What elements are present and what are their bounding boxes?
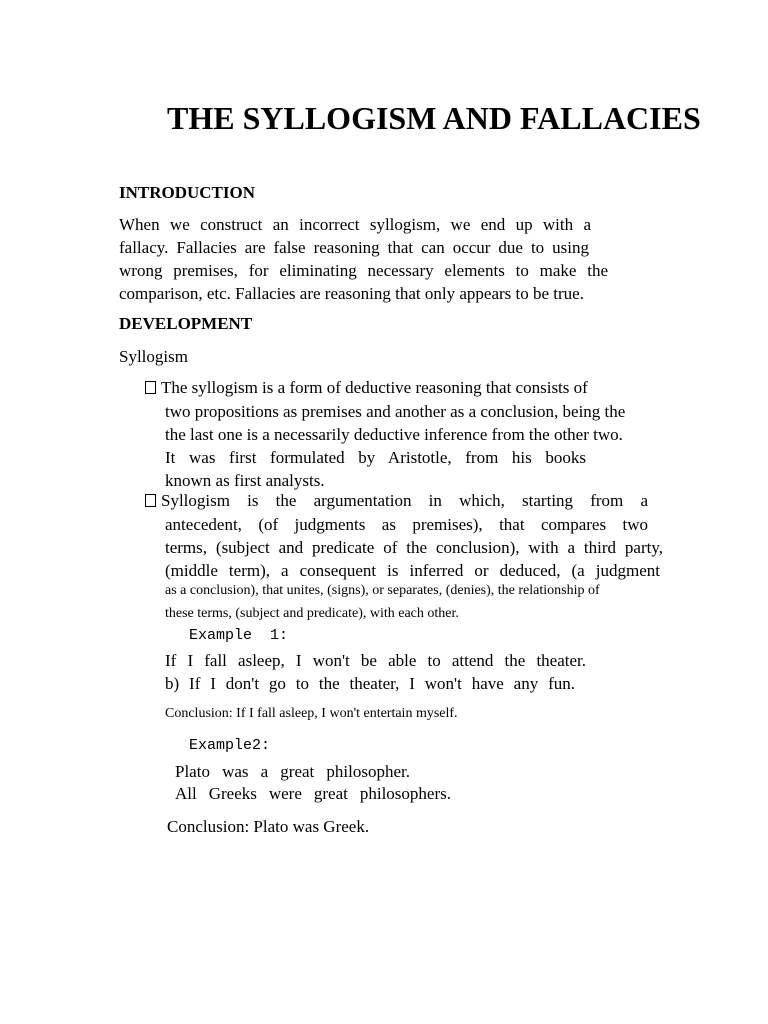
bullet-1-continuation	[165, 400, 625, 492]
bullet-2-continuation	[165, 513, 663, 582]
example-2-label: Example2:	[189, 737, 271, 754]
bullet-1-first-line	[145, 376, 588, 399]
example-2-line-text: All Greeks were great philosophers.	[175, 784, 451, 803]
introduction-paragraph	[119, 213, 608, 305]
page-title: THE SYLLOGISM AND FALLACIES	[167, 100, 701, 136]
bullet-1-line: It was first formulated by Aristotle, from his books	[165, 448, 586, 467]
example-2-line	[175, 760, 410, 783]
bullet-1-line: known as first analysts.	[165, 471, 325, 490]
example-2-conclusion: Conclusion: Plato was Greek.	[167, 817, 370, 836]
intro-line: When we construct an incorrect syllogism, we end up with a	[119, 215, 591, 234]
bullet-1-line: the last one is a necessarily deductive inference from the other two.	[165, 425, 623, 444]
example-1-line	[165, 649, 586, 672]
example-2-line-text: Plato was a great philosopher.	[175, 762, 410, 781]
bullet-1-line: two propositions as premises and another as a conclusion, being the	[165, 402, 626, 421]
intro-line: wrong premises, for eliminating necessary elements to make the	[119, 261, 608, 280]
bullet-box-icon	[145, 381, 156, 394]
bullet-1-line: The syllogism is a form of deductive reasoning that consists of	[161, 378, 588, 397]
bullet-2-line-small: as a conclusion), that unites, (signs), or separates, (denies), the relationship of	[165, 583, 600, 598]
development-heading: DEVELOPMENT	[119, 314, 253, 333]
syllogism-subheading: Syllogism	[119, 347, 188, 366]
example-1-conclusion: Conclusion: If I fall asleep, I won't entertain myself.	[165, 706, 458, 721]
example-1-label: Example 1:	[189, 627, 289, 644]
bullet-2-line: antecedent, (of judgments as premises), that compares two	[165, 515, 648, 534]
example-1-line-text: b) If I don't go to the theater, I won't have any fun.	[165, 674, 575, 693]
intro-line: fallacy. Fallacies are false reasoning that can occur due to using	[119, 238, 589, 257]
introduction-heading: INTRODUCTION	[119, 183, 256, 202]
bullet-box-icon	[145, 494, 156, 507]
bullet-2-line: (middle term), a consequent is inferred or deduced, (a judgment	[165, 561, 660, 580]
intro-line: comparison, etc. Fallacies are reasoning that only appears to be true.	[119, 284, 584, 303]
bullet-2-first-line	[145, 489, 648, 512]
bullet-2-line: Syllogism is the argumentation in which, starting from a	[161, 491, 648, 510]
bullet-2-line: terms, (subject and predicate of the conclusion), with a third party,	[165, 538, 663, 557]
example-2-line	[175, 782, 451, 805]
example-1-line	[165, 672, 575, 695]
example-1-line-text: If I fall asleep, I won't be able to attend the theater.	[165, 651, 586, 670]
bullet-2-line-small: these terms, (subject and predicate), with each other.	[165, 606, 459, 621]
